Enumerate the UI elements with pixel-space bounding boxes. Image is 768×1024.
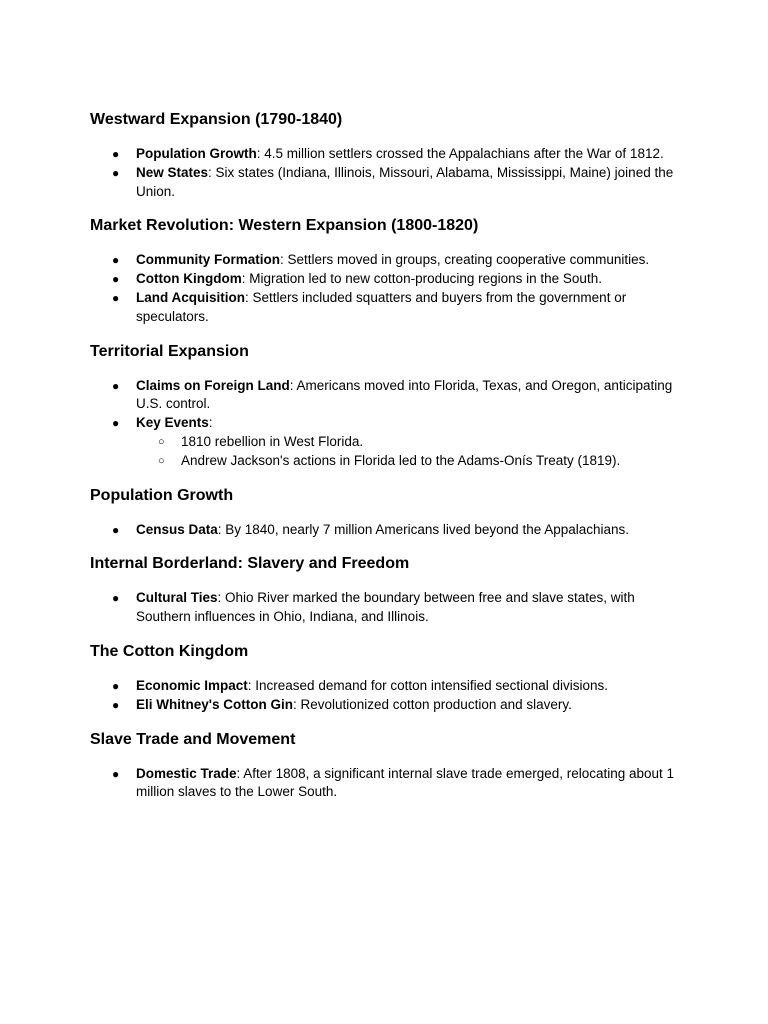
- sub-item-text: Andrew Jackson's actions in Florida led to the Adams-Onís Treaty (1819).: [181, 452, 621, 468]
- item-text: : Migration led to new cotton-producing regions in the South.: [241, 271, 602, 287]
- bullet-icon: ●: [112, 697, 120, 712]
- list-item: [90, 414, 690, 470]
- list-item: [90, 696, 690, 715]
- item-term: New States: [136, 164, 209, 180]
- item-term: Population Growth: [136, 146, 257, 161]
- section-heading: Internal Borderland: Slavery and Freedom: [90, 555, 410, 573]
- bullet-icon: ●: [112, 522, 120, 537]
- item-text: :: [208, 415, 213, 431]
- sub-list-item: [136, 452, 690, 471]
- item-text: : Six states (Indiana, Illinois, Missouri, Alabama, Mississippi, Maine) joined the Union.: [136, 164, 674, 199]
- bullet-list: [90, 765, 690, 803]
- list-item: [90, 270, 690, 289]
- section-heading: Westward Expansion (1790-1840): [90, 111, 343, 128]
- section-westward-expansion: [90, 110, 690, 201]
- sub-list: [136, 433, 690, 471]
- bullet-icon: ●: [112, 253, 120, 268]
- list-item: [90, 289, 690, 327]
- bullet-list: [90, 145, 690, 201]
- section-heading: Slave Trade and Movement: [90, 730, 296, 748]
- hollow-bullet-icon: ○: [158, 454, 165, 467]
- item-term: Cultural Ties: [136, 590, 218, 606]
- hollow-bullet-icon: ○: [158, 435, 165, 448]
- section-market-revolution: [90, 216, 690, 326]
- bullet-icon: ●: [112, 272, 120, 287]
- section-cotton-kingdom: [90, 642, 690, 715]
- section-internal-borderland: [90, 554, 690, 627]
- bullet-icon: ●: [112, 766, 120, 781]
- item-term: Key Events: [136, 415, 209, 431]
- item-text: : 4.5 million settlers crossed the Appalachians after the War of 1812.: [256, 146, 664, 161]
- bullet-icon: ●: [112, 147, 120, 161]
- bullet-list: [90, 521, 690, 540]
- bullet-icon: ●: [112, 378, 120, 393]
- item-term: Census Data: [136, 521, 218, 537]
- bullet-icon: ●: [112, 290, 120, 305]
- bullet-list: [90, 677, 690, 715]
- item-text: : Increased demand for cotton intensified sectional divisions.: [247, 677, 608, 693]
- item-term: Community Formation: [136, 252, 280, 268]
- section-heading: The Cotton Kingdom: [90, 642, 249, 660]
- item-text: : Revolutionized cotton production and slavery.: [292, 696, 572, 712]
- list-item: [90, 164, 690, 202]
- bullet-list: [90, 377, 690, 471]
- item-term: Land Acquisition: [136, 289, 245, 305]
- bullet-icon: ●: [112, 591, 120, 606]
- item-text: : Settlers included squatters and buyers from the government or speculators.: [136, 289, 627, 324]
- item-text: : Ohio River marked the boundary between free and slave states, with Southern influences in Ohio, Indiana, and Illinois.: [136, 590, 635, 625]
- item-term: Cotton Kingdom: [136, 271, 242, 287]
- section-territorial-expansion: [90, 342, 690, 471]
- bullet-icon: ●: [112, 165, 120, 180]
- list-item: [90, 251, 690, 270]
- section-slave-trade: [90, 730, 690, 803]
- section-heading: Population Growth: [90, 486, 234, 504]
- item-text: : Americans moved into Florida, Texas, and Oregon, anticipating U.S. control.: [136, 377, 673, 412]
- list-item: [90, 521, 690, 540]
- item-text: : After 1808, a significant internal slave trade emerged, relocating about 1 million slaves to the Lower South.: [136, 765, 675, 800]
- bullet-icon: ●: [112, 678, 120, 693]
- bullet-icon: ●: [112, 416, 120, 431]
- list-item: [90, 589, 690, 627]
- item-text: : Settlers moved in groups, creating cooperative communities.: [280, 252, 650, 268]
- item-term: Economic Impact: [136, 677, 248, 693]
- section-heading: Market Revolution: Western Expansion (1800-1820): [90, 217, 479, 235]
- item-term: Eli Whitney's Cotton Gin: [136, 696, 293, 712]
- item-term: Claims on Foreign Land: [136, 377, 290, 393]
- sub-list-item: [136, 433, 690, 452]
- list-item: [90, 145, 690, 164]
- bullet-list: [90, 589, 690, 627]
- list-item: [90, 377, 690, 415]
- item-text: : By 1840, nearly 7 million Americans lived beyond the Appalachians.: [217, 521, 630, 537]
- sub-item-text: 1810 rebellion in West Florida.: [181, 433, 364, 449]
- section-heading: Territorial Expansion: [90, 342, 249, 360]
- document-page: [90, 110, 690, 802]
- list-item: [90, 765, 690, 803]
- section-population-growth: [90, 486, 690, 540]
- bullet-list: [90, 251, 690, 326]
- item-term: Domestic Trade: [136, 765, 237, 781]
- list-item: [90, 677, 690, 696]
